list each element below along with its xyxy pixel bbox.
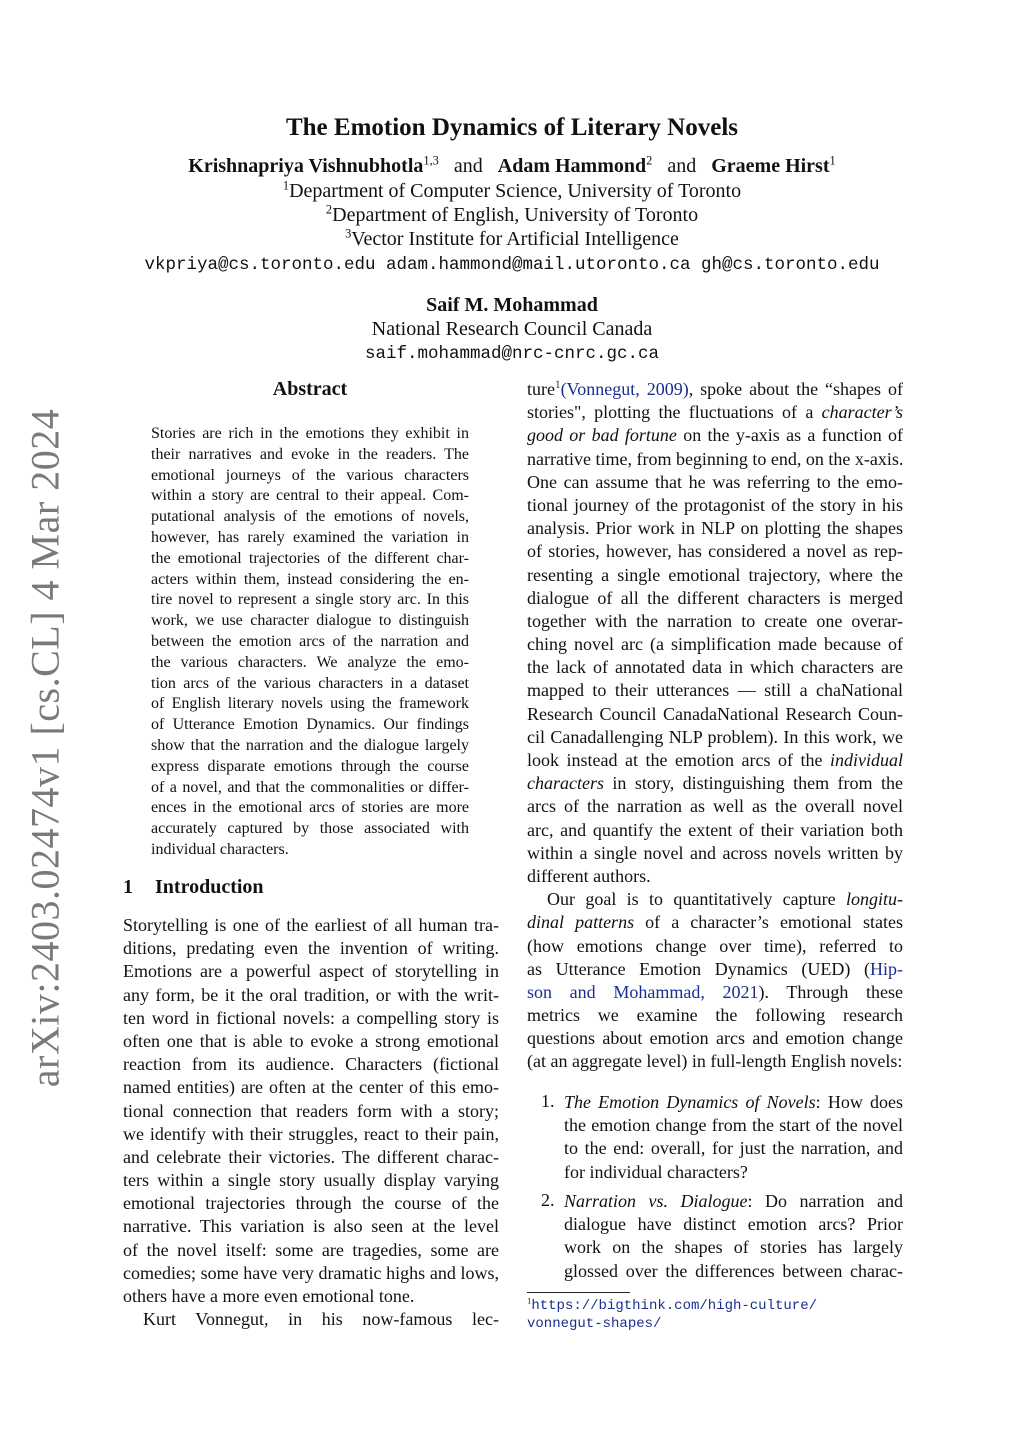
footnote-number: 1: [527, 1295, 532, 1306]
body-line: [527, 958, 903, 981]
body-line: Research Council CanadaNational Research Coun-: [527, 703, 903, 724]
affiliation: [0, 228, 1024, 251]
body-text: : Do narration and: [747, 1191, 903, 1211]
body-line: mapped to their utterances — still a chaNational: [527, 680, 903, 701]
affiliation-mark: 1: [282, 178, 290, 193]
author-name: Saif M. Mohammad: [426, 294, 598, 316]
body-line: any form, be it the oral tradition, or with the writ-: [123, 984, 499, 1005]
body-text: : How does: [815, 1092, 903, 1112]
body-line: within a single novel and across novels written by: [527, 842, 903, 863]
abstract-line: accurately captured by those associated with: [151, 820, 469, 838]
list-line: dialogue have distinct emotion arcs? Prior: [564, 1214, 903, 1235]
author-name: Graeme Hirst: [711, 155, 830, 177]
footnote-url-continuation[interactable]: vonnegut-shapes/: [527, 1316, 662, 1332]
body-line: others have a more even emotional tone.: [123, 1286, 415, 1306]
abstract-line: Stories are rich in the emotions they exhibit in: [151, 425, 469, 442]
body-line: analysis. Prior work in NLP on plotting the shapes: [527, 518, 903, 539]
body-text: on the y-axis as a function of: [676, 425, 903, 446]
list-line: [564, 1190, 903, 1213]
emphasis: character’s: [821, 402, 903, 423]
body-line: Emotions are a powerful aspect of storytelling in: [123, 961, 499, 982]
body-line: [527, 772, 903, 795]
list-line: [564, 1091, 903, 1114]
arxiv-identifier: arXiv:2403.02474v1 [cs.CL] 4 Mar 2024: [22, 408, 68, 1088]
abstract-line: between the emotion arcs of the narration and: [151, 632, 469, 650]
abstract-line: however, has rarely examined the variation in: [151, 528, 469, 546]
body-line: narrative time, from beginning to end, on the x-axis.: [527, 448, 904, 469]
footnote-rule: [527, 1292, 630, 1293]
body-line: emotional trajectories through the course of the: [123, 1193, 499, 1214]
body-line: [527, 888, 903, 911]
body-line: often one that is able to evoke a strong emotional: [123, 1030, 499, 1051]
body-line: and celebrate their victories. The different charac-: [123, 1146, 499, 1167]
author-affil-mark: 1,3: [423, 153, 439, 168]
author-line: [0, 155, 1024, 178]
author-affil-mark: 2: [646, 153, 653, 168]
body-line: metrics we examine the following research: [527, 1005, 903, 1026]
body-line: [527, 378, 903, 401]
abstract-line: tire novel to represent a single story arc. In this: [151, 591, 469, 609]
abstract-body: [151, 424, 469, 861]
list-line: glossed over the differences between charac-: [564, 1260, 903, 1281]
body-line: [527, 911, 903, 934]
list-number: 2.: [541, 1190, 555, 1210]
body-text: Our goal is to quantitatively capture: [547, 889, 846, 910]
abstract-line: the various characters. We analyze the emo-: [151, 653, 469, 671]
affiliation-mark: 2: [325, 202, 333, 217]
section-title: Introduction: [155, 876, 264, 898]
abstract-line: of English literary novels using the framework: [151, 695, 469, 713]
section-heading: [123, 876, 264, 899]
abstract-line: of Utterance Emotion Dynamics. Our findings: [151, 716, 469, 734]
body-line: ditions, predating even the invention of writing.: [123, 938, 499, 959]
abstract-line: putational analysis of the emotions of novels,: [151, 508, 469, 526]
abstract-line: show that the narration and the dialogue largely: [151, 736, 469, 754]
emphasis: individual: [830, 750, 903, 770]
body-line: together with the narration to create one overar-: [527, 610, 903, 631]
footnote: [527, 1297, 903, 1333]
author-emails: vkpriya@cs.toronto.edu adam.hammond@mail.utoronto.ca gh@cs.toronto.edu: [144, 255, 880, 275]
body-line: different authors.: [527, 865, 651, 886]
body-line: dialogue of all the different characters is merged: [527, 587, 903, 608]
abstract-line: within a story are central to their appeal. Com-: [151, 487, 469, 505]
abstract-line: of a novel, and that the commonalities or differ-: [151, 778, 469, 796]
abstract-line: ences in the emotional arcs of stories are more: [151, 799, 469, 817]
abstract-line: express disparate emotions through the course: [151, 757, 469, 775]
emphasis: good or bad fortune: [527, 425, 677, 446]
author-separator: and: [453, 155, 483, 177]
footnote-line: [527, 1297, 903, 1315]
body-text: ture: [527, 379, 555, 399]
body-line: arcs of the narration as well as the overall novel: [527, 796, 903, 817]
body-text: as Utterance Emotion Dynamics (UED) (: [527, 958, 870, 979]
emphasis: longitu-: [846, 889, 903, 910]
body-text: look instead at the emotion arcs of the: [527, 750, 830, 770]
body-line: [527, 401, 903, 424]
paper-title: The Emotion Dynamics of Literary Novels: [285, 114, 739, 141]
affiliation-text: Department of English, University of Toronto: [332, 204, 699, 226]
abstract-line: their narratives and evoke in the readers. The: [151, 445, 469, 463]
emphasis: The Emotion Dynamics of Novels: [564, 1092, 816, 1112]
body-line: (how emotions change over time), referred to: [527, 935, 903, 956]
body-line: questions about emotion arcs and emotion change: [527, 1028, 903, 1049]
body-line: ching novel arc (a simplification made because of: [527, 634, 903, 655]
section-number: 1: [123, 876, 133, 898]
emphasis: characters: [527, 773, 604, 794]
list-line: the emotion change from the start of the novel: [564, 1115, 903, 1136]
abstract-line: tion arcs of the various characters in a dataset: [151, 674, 469, 692]
body-text: stories", plotting the fluctuations of a: [527, 402, 822, 423]
body-text: ). Through these: [758, 981, 903, 1002]
footnote-marker[interactable]: 1: [554, 379, 561, 391]
list-number: 1.: [541, 1091, 555, 1111]
body-line: of stories, however, has considered a novel as rep-: [527, 541, 903, 562]
author-email: saif.mohammad@nrc-cnrc.gc.ca: [364, 344, 660, 364]
affiliation-text: Department of Computer Science, University of Toronto: [289, 180, 742, 202]
abstract-line: individual characters.: [151, 840, 289, 858]
body-line: [527, 424, 903, 447]
body-line: ters within a single story usually display varying: [123, 1170, 499, 1191]
author-separator: and: [667, 155, 697, 177]
body-line: reaction from its audience. Characters (fictional: [123, 1054, 499, 1075]
body-line: Storytelling is one of the earliest of all human tra-: [123, 915, 499, 935]
body-text: in story, distinguishing them from the: [603, 773, 903, 794]
emphasis: Narration vs. Dialogue: [564, 1191, 748, 1211]
intro-right-column: [527, 378, 903, 1074]
affiliation-text: National Research Council Canada: [371, 318, 653, 340]
body-line: One can assume that he was referring to the emo-: [527, 471, 903, 492]
body-line: the lack of annotated data in which characters are: [527, 657, 903, 678]
body-line: (at an aggregate level) in full-length English novels:: [527, 1051, 903, 1072]
list-line: to the end: overall, for just the narration, and: [564, 1138, 903, 1159]
body-line: [527, 749, 903, 772]
body-line: named entities) are often at the center of this emo-: [123, 1077, 499, 1098]
list-line: for individual characters?: [564, 1161, 748, 1182]
affiliation-text: Vector Institute for Artificial Intelligence: [351, 228, 679, 250]
abstract-line: work, we use character dialogue to distinguish: [151, 612, 469, 630]
body-line: of the novel itself: some are tragedies, some are: [123, 1239, 499, 1260]
citation-link[interactable]: Hip-: [870, 958, 903, 979]
body-line: tional journey of the protagonist of the story in his: [527, 494, 903, 515]
body-text: , spoke about the “shapes of: [688, 379, 903, 399]
body-line: ten word in fictional novels: a compelling story is: [123, 1007, 499, 1028]
author-name: Adam Hammond: [497, 155, 647, 177]
body-line: resenting a single emotional trajectory, where the: [527, 564, 903, 585]
citation-link[interactable]: son and Mohammad, 2021: [527, 981, 759, 1002]
body-line: narrative. This variation is also seen at the level: [123, 1216, 499, 1237]
affiliation-mark: 3: [345, 226, 352, 241]
body-line: arc, and quantify the extent of their variation both: [527, 819, 903, 840]
footnote-url[interactable]: https://bigthink.com/high-culture/: [531, 1298, 817, 1314]
abstract-line: acters within them, instead considering the en-: [151, 570, 469, 588]
body-line: tional connection that readers form with a story;: [123, 1100, 499, 1121]
affiliation: [0, 180, 1024, 203]
list-line: work on the shapes of stories has largely: [564, 1237, 903, 1258]
body-line: comedies; some have very dramatic highs and lows,: [123, 1262, 499, 1283]
emphasis: dinal patterns: [527, 912, 635, 933]
body-line: we identify with their struggles, react to their pain,: [123, 1123, 499, 1144]
body-line: Kurt Vonnegut, in his now-famous lec-: [143, 1309, 499, 1330]
body-line: cil Canadallenging NLP problem). In this work, we: [527, 726, 903, 747]
body-text: of a character’s emotional states: [634, 912, 903, 933]
citation-link[interactable]: (Vonnegut, 2009): [560, 379, 689, 399]
author-affil-mark: 1: [829, 153, 836, 168]
list-item: [564, 1190, 903, 1283]
author-name: Krishnapriya Vishnubhotla: [188, 155, 424, 177]
list-item: [564, 1091, 903, 1184]
abstract-line: the emotional trajectories of the different char-: [151, 549, 469, 567]
abstract-heading: Abstract: [272, 378, 348, 400]
intro-left-column: [123, 914, 499, 1331]
abstract-line: emotional journeys of the various characters: [151, 466, 469, 484]
affiliation: [0, 204, 1024, 227]
body-line: [527, 981, 903, 1004]
